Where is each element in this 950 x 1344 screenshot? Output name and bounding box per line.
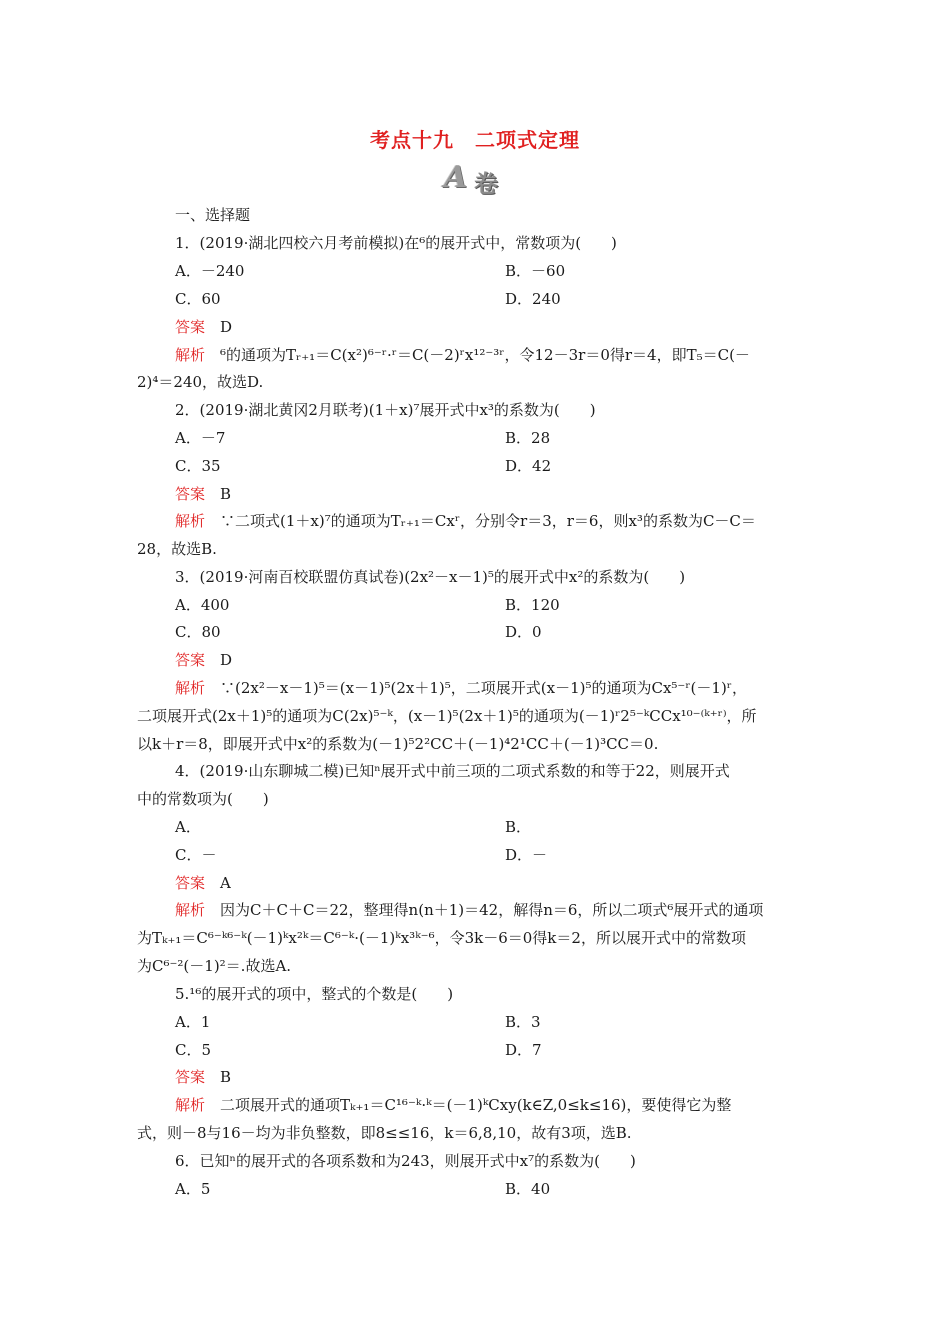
- q4-answer-value: A: [220, 874, 231, 892]
- q2-answer: [175, 484, 231, 504]
- q5-option-b: B．3: [505, 1013, 541, 1031]
- q2-analysis-text-1: ∵二项式(1＋x)⁷的通项为Tᵣ₊₁＝Cxʳ，分别令r＝3，r＝6，则x³的系数为C－C＝: [220, 512, 756, 530]
- q4-stem-line-1: 4．(2019·山东聊城二模)已知ⁿ展开式中前三项的二项式系数的和等于22，则展开式: [175, 762, 730, 780]
- q2-analysis-line-1: [175, 511, 756, 531]
- q3-option-b: B．120: [505, 596, 560, 614]
- section-heading: 一、选择题: [175, 206, 251, 224]
- q2-option-b: B．28: [505, 429, 551, 447]
- q3-answer-value: D: [220, 651, 233, 669]
- q1-option-d: D．240: [505, 290, 561, 308]
- analysis-label: 解析: [175, 901, 206, 919]
- analysis-label: 解析: [175, 679, 206, 697]
- q1-analysis-line-1: [175, 345, 750, 365]
- q4-option-a: A．: [175, 818, 201, 836]
- q1-analysis-text-1: ⁶的通项为Tᵣ₊₁＝C(x²)⁶⁻ʳ·ʳ＝C(－2)ʳx¹²⁻³ʳ，令12－3r＝0得r＝4，即T₅＝C(－: [220, 346, 750, 364]
- q5-analysis-text-1: 二项展开式的通项Tₖ₊₁＝C¹⁶⁻ᵏ·ᵏ＝(－1)ᵏCxy(k∈Z,0≤k≤16)，要使得它为整: [220, 1096, 732, 1114]
- q3-analysis-text-1: ∵(2x²－x－1)⁵＝(x－1)⁵(2x＋1)⁵，二项展开式(x－1)⁵的通项为Cx⁵⁻ʳ(－1)ʳ，: [220, 679, 748, 697]
- q3-analysis-line-1: [175, 678, 747, 698]
- q2-stem: 2．(2019·湖北黄冈2月联考)(1＋x)⁷展开式中x³的系数为( ): [175, 401, 596, 419]
- q1-answer-value: D: [220, 318, 233, 336]
- analysis-label: 解析: [175, 1096, 206, 1114]
- q5-option-c: C．5: [175, 1041, 212, 1059]
- q5-analysis-line-1: [175, 1095, 731, 1115]
- q5-answer-value: B: [220, 1068, 232, 1086]
- q4-answer: [175, 873, 231, 893]
- answer-label: 答案: [175, 651, 206, 669]
- q1-option-a: A．－240: [175, 262, 245, 280]
- q4-stem-line-2: 中的常数项为( ): [137, 790, 269, 808]
- q4-analysis-line-1: [175, 900, 763, 920]
- q2-analysis-line-2: 28，故选B.: [137, 540, 217, 558]
- q3-stem: 3．(2019·河南百校联盟仿真试卷)(2x²－x－1)⁵的展开式中x²的系数为( ): [175, 568, 686, 586]
- badge-letter: A: [444, 160, 468, 195]
- q4-option-b: B．: [505, 818, 532, 836]
- q3-option-c: C．80: [175, 623, 221, 641]
- q1-stem: 1．(2019·湖北四校六月考前模拟)在⁶的展开式中，常数项为( ): [175, 234, 617, 252]
- q3-analysis-line-2: 二项展开式(2x＋1)⁵的通项为C(2x)⁵⁻ᵏ，(x－1)⁵(2x＋1)⁵的通项为(－1)ʳ2⁵⁻ᵏCCx¹⁰⁻⁽ᵏ⁺ʳ⁾，所: [137, 707, 757, 725]
- q3-answer: [175, 650, 232, 670]
- q5-answer: [175, 1067, 231, 1087]
- q3-option-d: D．0: [505, 623, 542, 641]
- q1-option-c: C．60: [175, 290, 221, 308]
- q5-stem: 5.¹⁶的展开式的项中，整式的个数是( ): [175, 985, 454, 1003]
- q2-option-c: C．35: [175, 457, 221, 475]
- q4-option-c: C．－: [175, 846, 217, 864]
- q6-stem: 6．已知ⁿ的展开式的各项系数和为243，则展开式中x⁷的系数为( ): [175, 1152, 636, 1170]
- q4-analysis-line-3: 为C⁶⁻²(－1)²＝.故选A.: [137, 957, 292, 975]
- q5-option-d: D．7: [505, 1041, 542, 1059]
- q1-option-b: B．－60: [505, 262, 566, 280]
- a-volume-badge: [444, 160, 544, 196]
- q4-option-d: D．－: [505, 846, 548, 864]
- q5-analysis-line-2: 式，则－8与16－均为非负整数，即8≤≤16，k＝6,8,10，故有3项，选B.: [137, 1124, 632, 1142]
- analysis-label: 解析: [175, 512, 206, 530]
- q2-option-a: A．－7: [175, 429, 226, 447]
- q4-analysis-line-2: 为Tₖ₊₁＝C⁶⁻ᵏ⁶⁻ᵏ(－1)ᵏx²ᵏ＝C⁶⁻ᵏ·(－1)ᵏx³ᵏ⁻⁶，令3k－6＝0得k＝2，所以展开式中的常数项: [137, 929, 746, 947]
- answer-label: 答案: [175, 1068, 206, 1086]
- q1-answer: [175, 317, 232, 337]
- answer-label: 答案: [175, 874, 206, 892]
- analysis-label: 解析: [175, 346, 206, 364]
- q3-analysis-line-3: 以k＋r＝8，即展开式中x²的系数为(－1)⁵2²CC＋(－1)⁴2¹CC＋(－1)³CC＝0.: [137, 735, 659, 753]
- q1-analysis-line-2: 2)⁴＝240，故选D.: [137, 373, 264, 391]
- q2-option-d: D．42: [505, 457, 552, 475]
- page-title: 考点十九 二项式定理: [370, 128, 580, 152]
- q4-analysis-text-1: 因为C＋C＋C＝22，整理得n(n＋1)＝42，解得n＝6，所以二项式⁶展开式的通项: [220, 901, 764, 919]
- q5-option-a: A．1: [175, 1013, 211, 1031]
- answer-label: 答案: [175, 485, 206, 503]
- q3-option-a: A．400: [175, 596, 230, 614]
- q6-option-b: B．40: [505, 1180, 551, 1198]
- q6-option-a: A．5: [175, 1180, 211, 1198]
- q2-answer-value: B: [220, 485, 232, 503]
- answer-label: 答案: [175, 318, 206, 336]
- badge-text: 卷: [474, 170, 498, 198]
